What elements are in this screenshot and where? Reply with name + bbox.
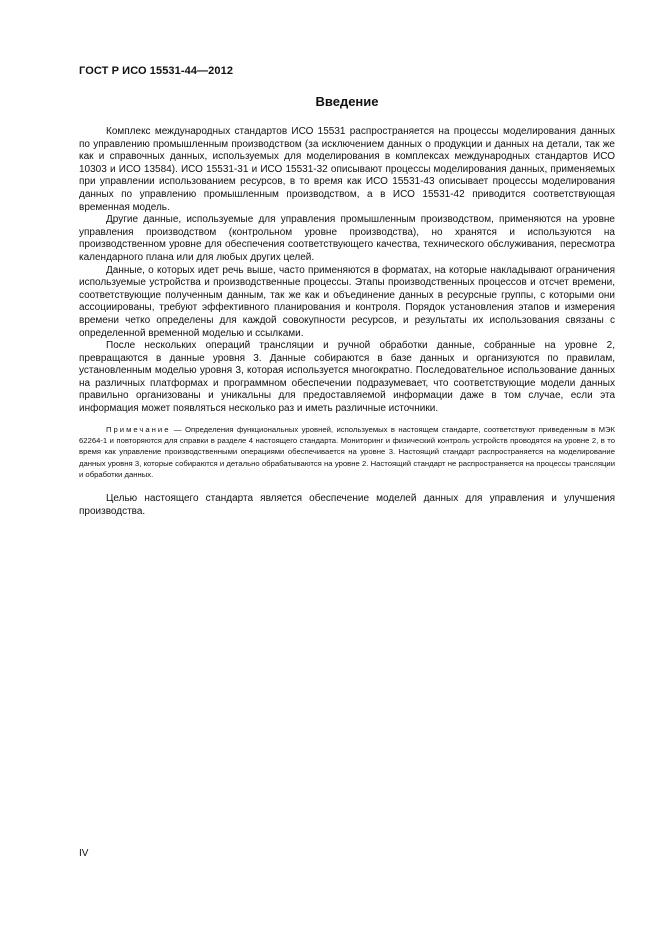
note-text: Определения функциональных уровней, используемых в настоящем стандарте, соответствуют приведенным в МЭК 62264-1 и повторяются для справки в разделе 4 настоящего стандарта. Мониторинг и физический контроль устройств проводятся на уровне 2, в то время как управление производственными операциями обеспечивается на уровне 3. Настоящий стандарт распространяется на моделирование данных уровня 3, которые собираются и детально обрабатываются на уровне 2. Настоящий стандарт не распространяется на процессы трансляции и обработки данных. bbox=[79, 424, 615, 479]
note-paragraph bbox=[79, 424, 615, 480]
page-number: IV bbox=[79, 848, 89, 859]
introduction-body bbox=[79, 126, 615, 518]
final-paragraph: Целью настоящего стандарта является обеспечение моделей данных для управления и улучшения производства. bbox=[79, 493, 615, 517]
paragraph-3: Данные, о которых идет речь выше, часто применяются в форматах, на которые накладывают ограничения используемые устройства и производственные процессы. Этапы производственных процессов и отсчет времени, соответствующие полученным данным, так же как и объединение данных в ресурсные группы, с которыми они ассоциированы, требуют эффективного планирования и контроля. Порядок установления этапов и измерения времени четко определены для каждой совокупности ресурсов, и результаты их использования связаны с определенной временной моделью и ссылками. bbox=[79, 264, 615, 339]
document-header: ГОСТ Р ИСО 15531-44—2012 bbox=[79, 65, 234, 77]
note-dash: — bbox=[170, 424, 186, 434]
paragraph-2: Другие данные, используемые для управления промышленным производством, применяются на уровне управления производством (контрольном уровне производства), но хранятся и используются на производственном уровне для обеспечения соответствующего качества, технического обслуживания, пересмотра календарного плана или для любых других целей. bbox=[79, 214, 615, 263]
paragraph-4: После нескольких операций трансляции и ручной обработки данные, собранные на уровне 2, превращаются в данные уровня 3. Данные собираются в базе данных и организуются по правилам, установленным моделью уровня 3, которая используется многократно. Последовательное использование данных на различных платформах и программном обеспечении подразумевает, что соответствующие модели данных правильно организованы и уникальны для предоставляемой информации даже в том случае, если эта информация может появляться несколько раз и иметь различные источники. bbox=[79, 340, 615, 415]
paragraph-1: Комплекс международных стандартов ИСО 15531 распространяется на процессы моделирования данных по управлению промышленным производством (за исключением данных о продукции и данных на детали, так же как и справочных данных, используемых для моделирования в комплексах международных стандартов ИСО 10303 и ИСО 13584). ИСО 15531-31 и ИСО 15531-32 описывают процессы моделирования данных, применяемых при управлении использованием ресурсов, в то время как ИСО 15531-43 описывает процессы моделирования данных по управлению промышленным производством, а в ИСО 15531-42 приводится соответствующая временная модель. bbox=[79, 126, 615, 213]
note-label: Примечание bbox=[106, 424, 171, 434]
section-title: Введение bbox=[315, 94, 379, 109]
